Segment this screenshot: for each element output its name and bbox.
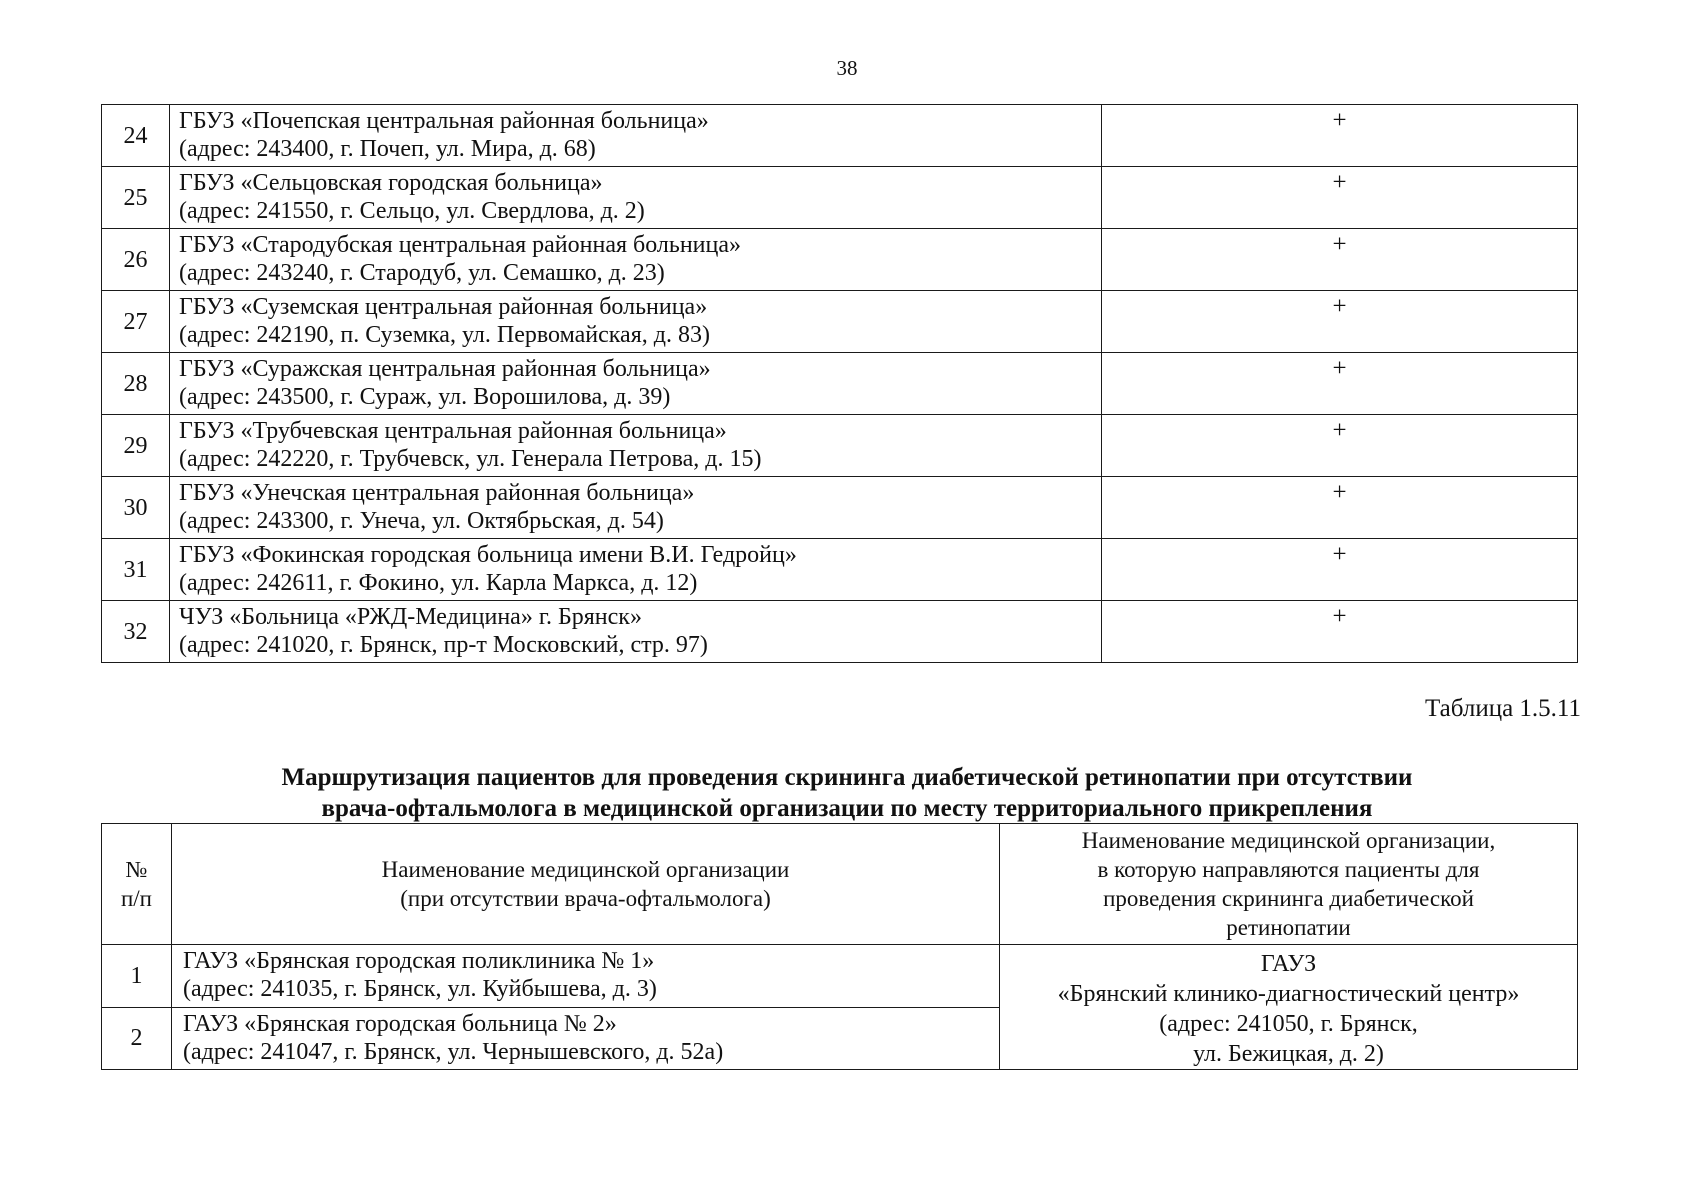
availability-mark: + bbox=[1102, 415, 1578, 477]
table-row bbox=[102, 167, 1578, 229]
row-number: 2 bbox=[102, 1007, 172, 1070]
organization-address: (адрес: 243500, г. Сураж, ул. Ворошилова, д. 39) bbox=[179, 384, 671, 410]
section-title bbox=[0, 762, 1694, 824]
table-row bbox=[102, 539, 1578, 601]
row-number: 30 bbox=[102, 477, 170, 539]
organization-cell bbox=[170, 415, 1102, 477]
target-organization-name: «Брянский клинико-диагностический центр» bbox=[1057, 981, 1520, 1007]
organization-name: ГБУЗ «Унечская центральная районная больница» bbox=[179, 480, 695, 506]
hospital-list-table bbox=[101, 104, 1578, 663]
organization-cell bbox=[172, 945, 1000, 1008]
row-number: 1 bbox=[102, 945, 172, 1008]
organization-address: (адрес: 241047, г. Брянск, ул. Чернышевского, д. 52а) bbox=[183, 1038, 724, 1065]
organization-name: ГАУЗ «Брянская городская поликлиника № 1» bbox=[183, 948, 655, 974]
section-title-line: врача-офтальмолога в медицинской организации по месту территориального прикрепления bbox=[321, 795, 1373, 822]
table-row bbox=[102, 477, 1578, 539]
header-organization-line: (при отсутствии врача-офтальмолога) bbox=[400, 886, 771, 911]
page-number: 38 bbox=[836, 56, 858, 80]
organization-name: ГБУЗ «Почепская центральная районная больница» bbox=[179, 108, 709, 134]
organization-cell bbox=[170, 353, 1102, 415]
availability-mark: + bbox=[1102, 353, 1578, 415]
header-number-symbol: № bbox=[125, 857, 148, 882]
table-row bbox=[102, 945, 1578, 1008]
header-target-line: проведения скрининга диабетической bbox=[1103, 886, 1474, 911]
table-row bbox=[102, 105, 1578, 167]
organization-cell bbox=[170, 167, 1102, 229]
organization-name: ЧУЗ «Больница «РЖД-Медицина» г. Брянск» bbox=[179, 604, 642, 630]
target-organization-address: (адрес: 241050, г. Брянск, bbox=[1159, 1011, 1418, 1037]
organization-cell bbox=[170, 291, 1102, 353]
header-target-organization bbox=[1000, 824, 1578, 945]
organization-name: ГБУЗ «Трубчевская центральная районная больница» bbox=[179, 418, 727, 444]
row-number: 27 bbox=[102, 291, 170, 353]
availability-mark: + bbox=[1102, 105, 1578, 167]
header-target-line: Наименование медицинской организации, bbox=[1081, 828, 1496, 853]
table-caption: Таблица 1.5.11 bbox=[1425, 695, 1581, 722]
organization-name: ГБУЗ «Суражская центральная районная больница» bbox=[179, 356, 711, 382]
row-number: 24 bbox=[102, 105, 170, 167]
organization-address: (адрес: 241550, г. Сельцо, ул. Свердлова, д. 2) bbox=[179, 198, 645, 224]
organization-cell bbox=[170, 229, 1102, 291]
target-organization-address: ул. Бежицкая, д. 2) bbox=[1193, 1041, 1384, 1067]
availability-mark: + bbox=[1102, 477, 1578, 539]
row-number: 29 bbox=[102, 415, 170, 477]
organization-address: (адрес: 242190, п. Суземка, ул. Первомайская, д. 83) bbox=[179, 322, 710, 348]
table-row bbox=[102, 229, 1578, 291]
availability-mark: + bbox=[1102, 601, 1578, 663]
row-number: 28 bbox=[102, 353, 170, 415]
header-target-line: ретинопатии bbox=[1226, 915, 1351, 940]
header-number-abbrev: п/п bbox=[120, 886, 152, 911]
organization-cell bbox=[170, 539, 1102, 601]
availability-mark: + bbox=[1102, 539, 1578, 601]
organization-cell bbox=[170, 601, 1102, 663]
organization-cell bbox=[170, 477, 1102, 539]
organization-cell bbox=[172, 1007, 1000, 1070]
header-target-line: в которую направляются пациенты для bbox=[1097, 857, 1480, 882]
table-row bbox=[102, 601, 1578, 663]
organization-name: ГБУЗ «Фокинская городская больница имени В.И. Гедройц» bbox=[179, 542, 797, 568]
organization-name: ГБУЗ «Сельцовская городская больница» bbox=[179, 170, 603, 196]
organization-address: (адрес: 242611, г. Фокино, ул. Карла Маркса, д. 12) bbox=[179, 570, 698, 596]
organization-address: (адрес: 241020, г. Брянск, пр-т Московский, стр. 97) bbox=[179, 632, 708, 658]
organization-address: (адрес: 241035, г. Брянск, ул. Куйбышева, д. 3) bbox=[183, 976, 657, 1002]
row-number: 25 bbox=[102, 167, 170, 229]
organization-address: (адрес: 243400, г. Почеп, ул. Мира, д. 68) bbox=[179, 136, 596, 162]
table-row bbox=[102, 353, 1578, 415]
availability-mark: + bbox=[1102, 291, 1578, 353]
availability-mark: + bbox=[1102, 229, 1578, 291]
header-organization bbox=[172, 824, 1000, 945]
table-header-row bbox=[102, 824, 1578, 945]
availability-mark: + bbox=[1102, 167, 1578, 229]
section-title-line: Маршрутизация пациентов для проведения скрининга диабетической ретинопатии при отсутствии bbox=[281, 764, 1413, 791]
organization-name: ГАУЗ «Брянская городская больница № 2» bbox=[183, 1010, 617, 1037]
table-row bbox=[102, 291, 1578, 353]
target-organization-type: ГАУЗ bbox=[1260, 951, 1317, 977]
organization-name: ГБУЗ «Суземская центральная районная больница» bbox=[179, 294, 708, 320]
organization-address: (адрес: 242220, г. Трубчевск, ул. Генерала Петрова, д. 15) bbox=[179, 446, 762, 472]
header-number bbox=[102, 824, 172, 945]
header-organization-line: Наименование медицинской организации bbox=[381, 857, 790, 882]
organization-cell bbox=[170, 105, 1102, 167]
organization-name: ГБУЗ «Стародубская центральная районная больница» bbox=[179, 232, 742, 258]
row-number: 32 bbox=[102, 601, 170, 663]
table-row bbox=[102, 415, 1578, 477]
routing-table bbox=[101, 823, 1578, 1070]
row-number: 31 bbox=[102, 539, 170, 601]
organization-address: (адрес: 243300, г. Унеча, ул. Октябрьская, д. 54) bbox=[179, 508, 664, 534]
target-organization-cell bbox=[1000, 945, 1578, 1070]
organization-address: (адрес: 243240, г. Стародуб, ул. Семашко, д. 23) bbox=[179, 260, 665, 286]
row-number: 26 bbox=[102, 229, 170, 291]
